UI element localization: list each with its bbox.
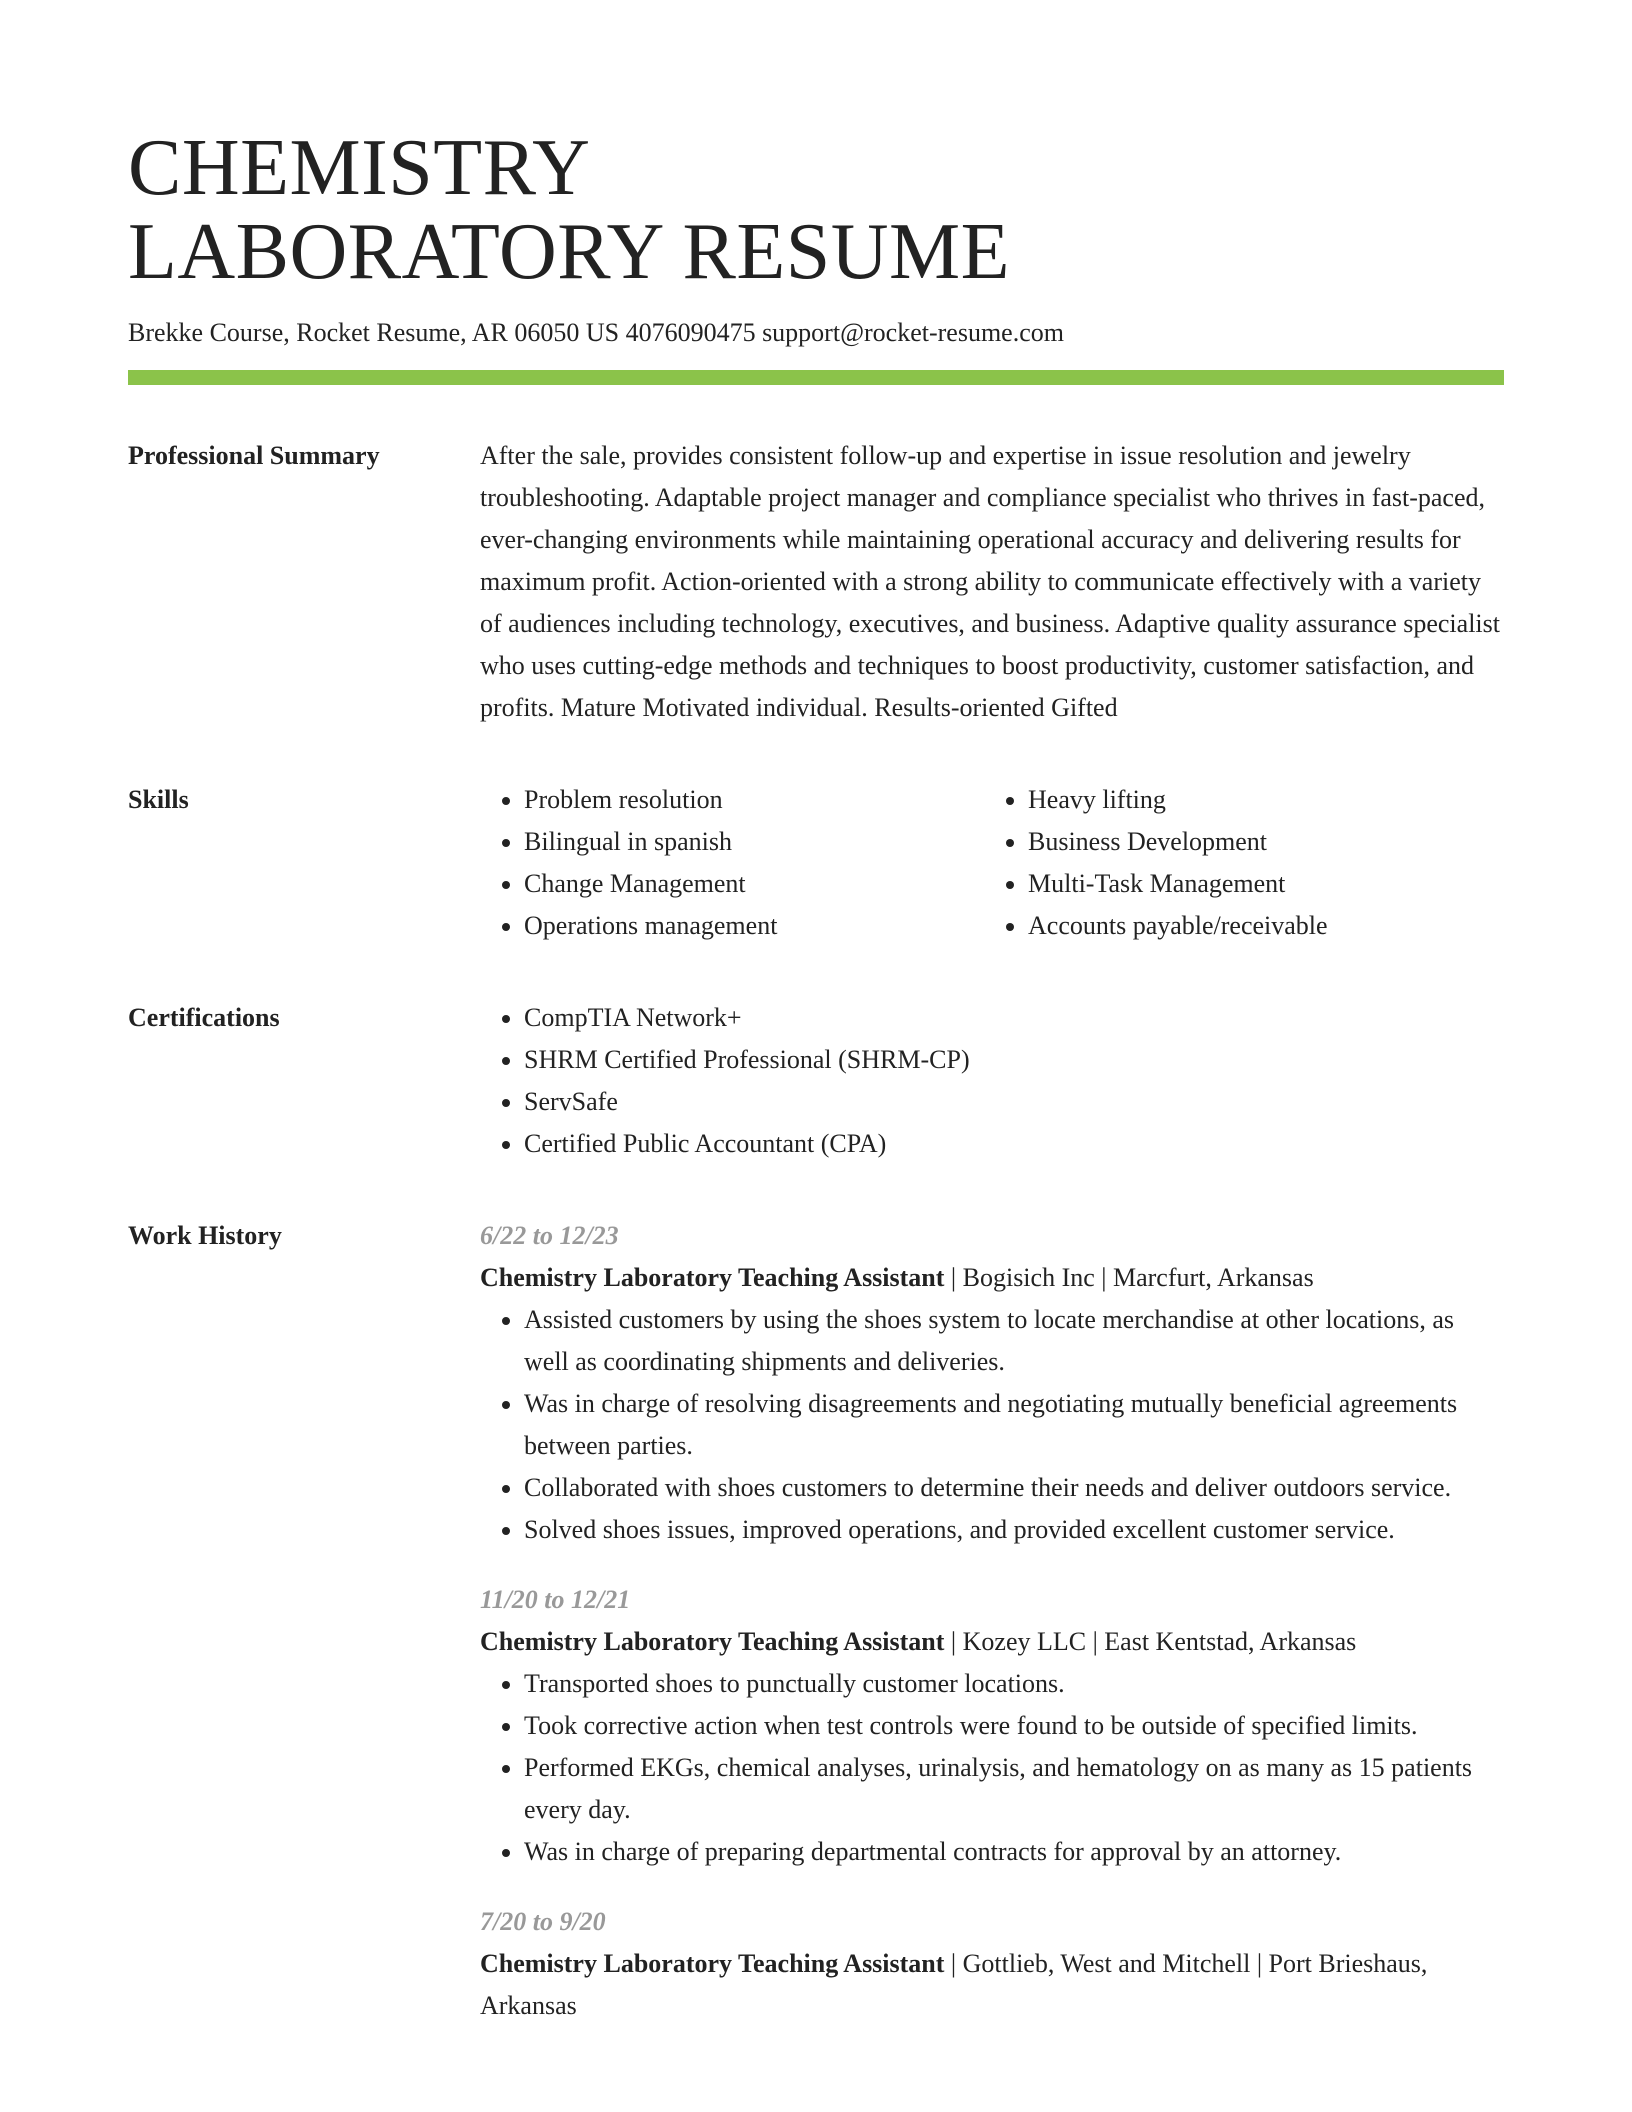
skills-grid bbox=[480, 779, 1504, 947]
job-dates: 7/20 to 9/20 bbox=[480, 1907, 606, 1936]
job-heading bbox=[480, 1621, 1504, 1663]
certifications-section bbox=[128, 997, 1504, 1165]
job-bullet: • Transported shoes to punctually customer locations. bbox=[524, 1663, 1504, 1705]
job-dates: 6/22 to 12/23 bbox=[480, 1221, 619, 1250]
certification-item: • CompTIA Network+ bbox=[524, 997, 1504, 1039]
job-title: Chemistry Laboratory Teaching Assistant bbox=[480, 1627, 945, 1656]
job-bullet: • Was in charge of resolving disagreements and negotiating mutually beneficial agreements between parties. bbox=[524, 1383, 1504, 1467]
title-line-2: LABORATORY RESUME bbox=[128, 208, 1010, 296]
job-bullet: • Collaborated with shoes customers to determine their needs and deliver outdoors service. bbox=[524, 1467, 1504, 1509]
work-history-label: Work History bbox=[128, 1221, 282, 1250]
certifications-list bbox=[480, 997, 1504, 1165]
skills-section bbox=[128, 779, 1504, 947]
job-heading bbox=[480, 1943, 1504, 2027]
summary-label: Professional Summary bbox=[128, 441, 380, 470]
certification-item: • ServSafe bbox=[524, 1081, 1504, 1123]
skill-item: • Accounts payable/receivable bbox=[1028, 905, 1488, 947]
job-details: | Kozey LLC | East Kentstad, Arkansas bbox=[944, 1627, 1357, 1656]
resume-page bbox=[128, 126, 1504, 2055]
skills-body bbox=[480, 779, 1504, 947]
skill-item: • Business Development bbox=[1028, 821, 1488, 863]
certification-item: • Certified Public Accountant (CPA) bbox=[524, 1123, 1504, 1165]
job-entry bbox=[480, 1215, 1504, 1551]
skills-label: Skills bbox=[128, 785, 189, 814]
job-details: | Bogisich Inc | Marcfurt, Arkansas bbox=[944, 1263, 1314, 1292]
skills-list-1 bbox=[480, 779, 984, 947]
skill-item: • Heavy lifting bbox=[1028, 779, 1488, 821]
job-dates: 11/20 to 12/21 bbox=[480, 1585, 631, 1614]
accent-divider bbox=[128, 370, 1504, 385]
job-bullet: • Took corrective action when test controls were found to be outside of specified limits. bbox=[524, 1705, 1504, 1747]
job-heading bbox=[480, 1257, 1504, 1299]
work-history-body bbox=[480, 1215, 1504, 2055]
job-bullet: • Assisted customers by using the shoes system to locate merchandise at other locations, as well as coordinating shipments and deliveries. bbox=[524, 1299, 1504, 1383]
contact-info: Brekke Course, Rocket Resume, AR 06050 US 4076090475 support@rocket-resume.com bbox=[128, 318, 1064, 347]
job-bullet: • Was in charge of preparing departmental contracts for approval by an attorney. bbox=[524, 1831, 1504, 1873]
skills-list-2 bbox=[984, 779, 1488, 947]
job-bullet: • Performed EKGs, chemical analyses, urinalysis, and hematology on as many as 15 patients every day. bbox=[524, 1747, 1504, 1831]
skills-column-1 bbox=[480, 779, 984, 947]
certifications-label: Certifications bbox=[128, 1003, 280, 1032]
job-details: | Gottlieb, West and Mitchell | Port Brieshaus, Arkansas bbox=[480, 1949, 1428, 2020]
job-title: Chemistry Laboratory Teaching Assistant bbox=[480, 1949, 945, 1978]
skill-item: • Change Management bbox=[524, 863, 984, 905]
summary-text: After the sale, provides consistent follow-up and expertise in issue resolution and jewelry troubleshooting. Adaptable project manager and compliance specialist who thrives in fast-paced, ever-changing environments while maintaining operational accuracy and delivering results for maximum profit. Action-oriented with a strong ability to communicate effectively with a variety of audiences including technology, executives, and business. Adaptive quality assurance specialist who uses cutting-edge methods and techniques to boost productivity, customer satisfaction, and profits. Mature Motivated individual. Results-oriented Gifted bbox=[480, 441, 1500, 722]
page-title bbox=[128, 126, 1504, 294]
job-bullets bbox=[480, 1663, 1504, 1873]
skills-column-2 bbox=[984, 779, 1488, 947]
job-entry bbox=[480, 1901, 1504, 2027]
certification-item: • SHRM Certified Professional (SHRM-CP) bbox=[524, 1039, 1504, 1081]
job-entry bbox=[480, 1579, 1504, 1873]
summary-section bbox=[128, 435, 1504, 729]
skill-item: • Multi-Task Management bbox=[1028, 863, 1488, 905]
skill-item: • Operations management bbox=[524, 905, 984, 947]
summary-body bbox=[480, 435, 1504, 729]
skill-item: • Bilingual in spanish bbox=[524, 821, 984, 863]
certifications-body bbox=[480, 997, 1504, 1165]
work-history-section bbox=[128, 1215, 1504, 2055]
job-bullets bbox=[480, 1299, 1504, 1551]
job-bullet: • Solved shoes issues, improved operations, and provided excellent customer service. bbox=[524, 1509, 1504, 1551]
skill-item: • Problem resolution bbox=[524, 779, 984, 821]
title-line-1: CHEMISTRY bbox=[128, 124, 591, 212]
job-title: Chemistry Laboratory Teaching Assistant bbox=[480, 1263, 945, 1292]
